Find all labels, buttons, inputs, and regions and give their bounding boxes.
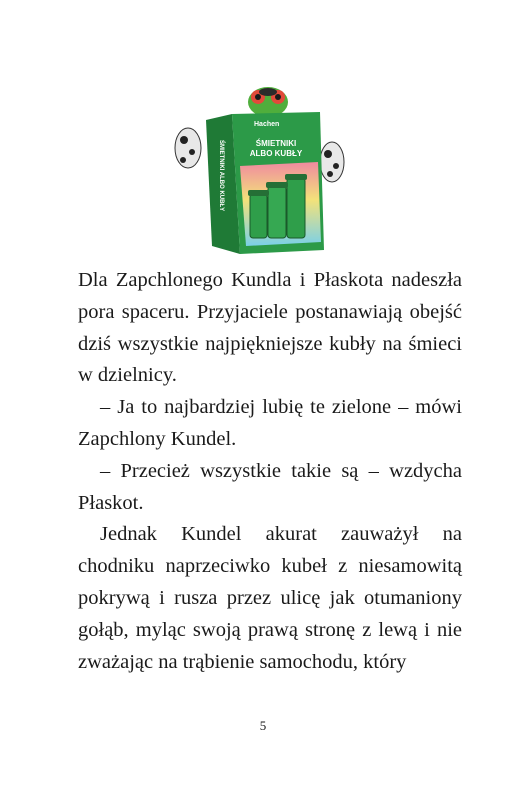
cover-publisher: Hachen (254, 121, 280, 128)
paragraph: Jednak Kundel akurat zauważył na chodniku naprzeciwko kubeł z niesamowitą pokrywą i rusza przez ulicę jak otumaniony gołąb, myląc swoją prawą stronę z lewą i nie zważając na trąbienie samochodu, który (78, 523, 462, 673)
cover-title-line1: ŚMIETNIKI (255, 139, 297, 148)
frog-icon (248, 87, 288, 117)
illustration-svg (170, 70, 355, 260)
cover-title-line2: ALBO KUBŁY (249, 149, 303, 158)
book-reading-illustration (170, 70, 355, 260)
story-text (78, 265, 462, 678)
left-paw-icon (175, 128, 201, 168)
paragraph: Dla Zapchlonego Kundla i Płaskota nadeszła pora spaceru. Przyjaciele postanawiają obejść dziś wszystkie najpiękniejsze kubły na śmieci w dzielnicy. (78, 269, 462, 387)
right-paw-icon (320, 142, 344, 182)
page-number: 5 (259, 718, 267, 733)
paragraph: – Przecież wszystkie takie są – wzdycha Płaskot. (78, 459, 462, 514)
paragraph: – Ja to najbardziej lubię te zielone – mówi Zapchlony Kundel. (78, 396, 462, 450)
spine-title: ŚMIETNIKI ALBO KUBŁY (218, 140, 224, 212)
